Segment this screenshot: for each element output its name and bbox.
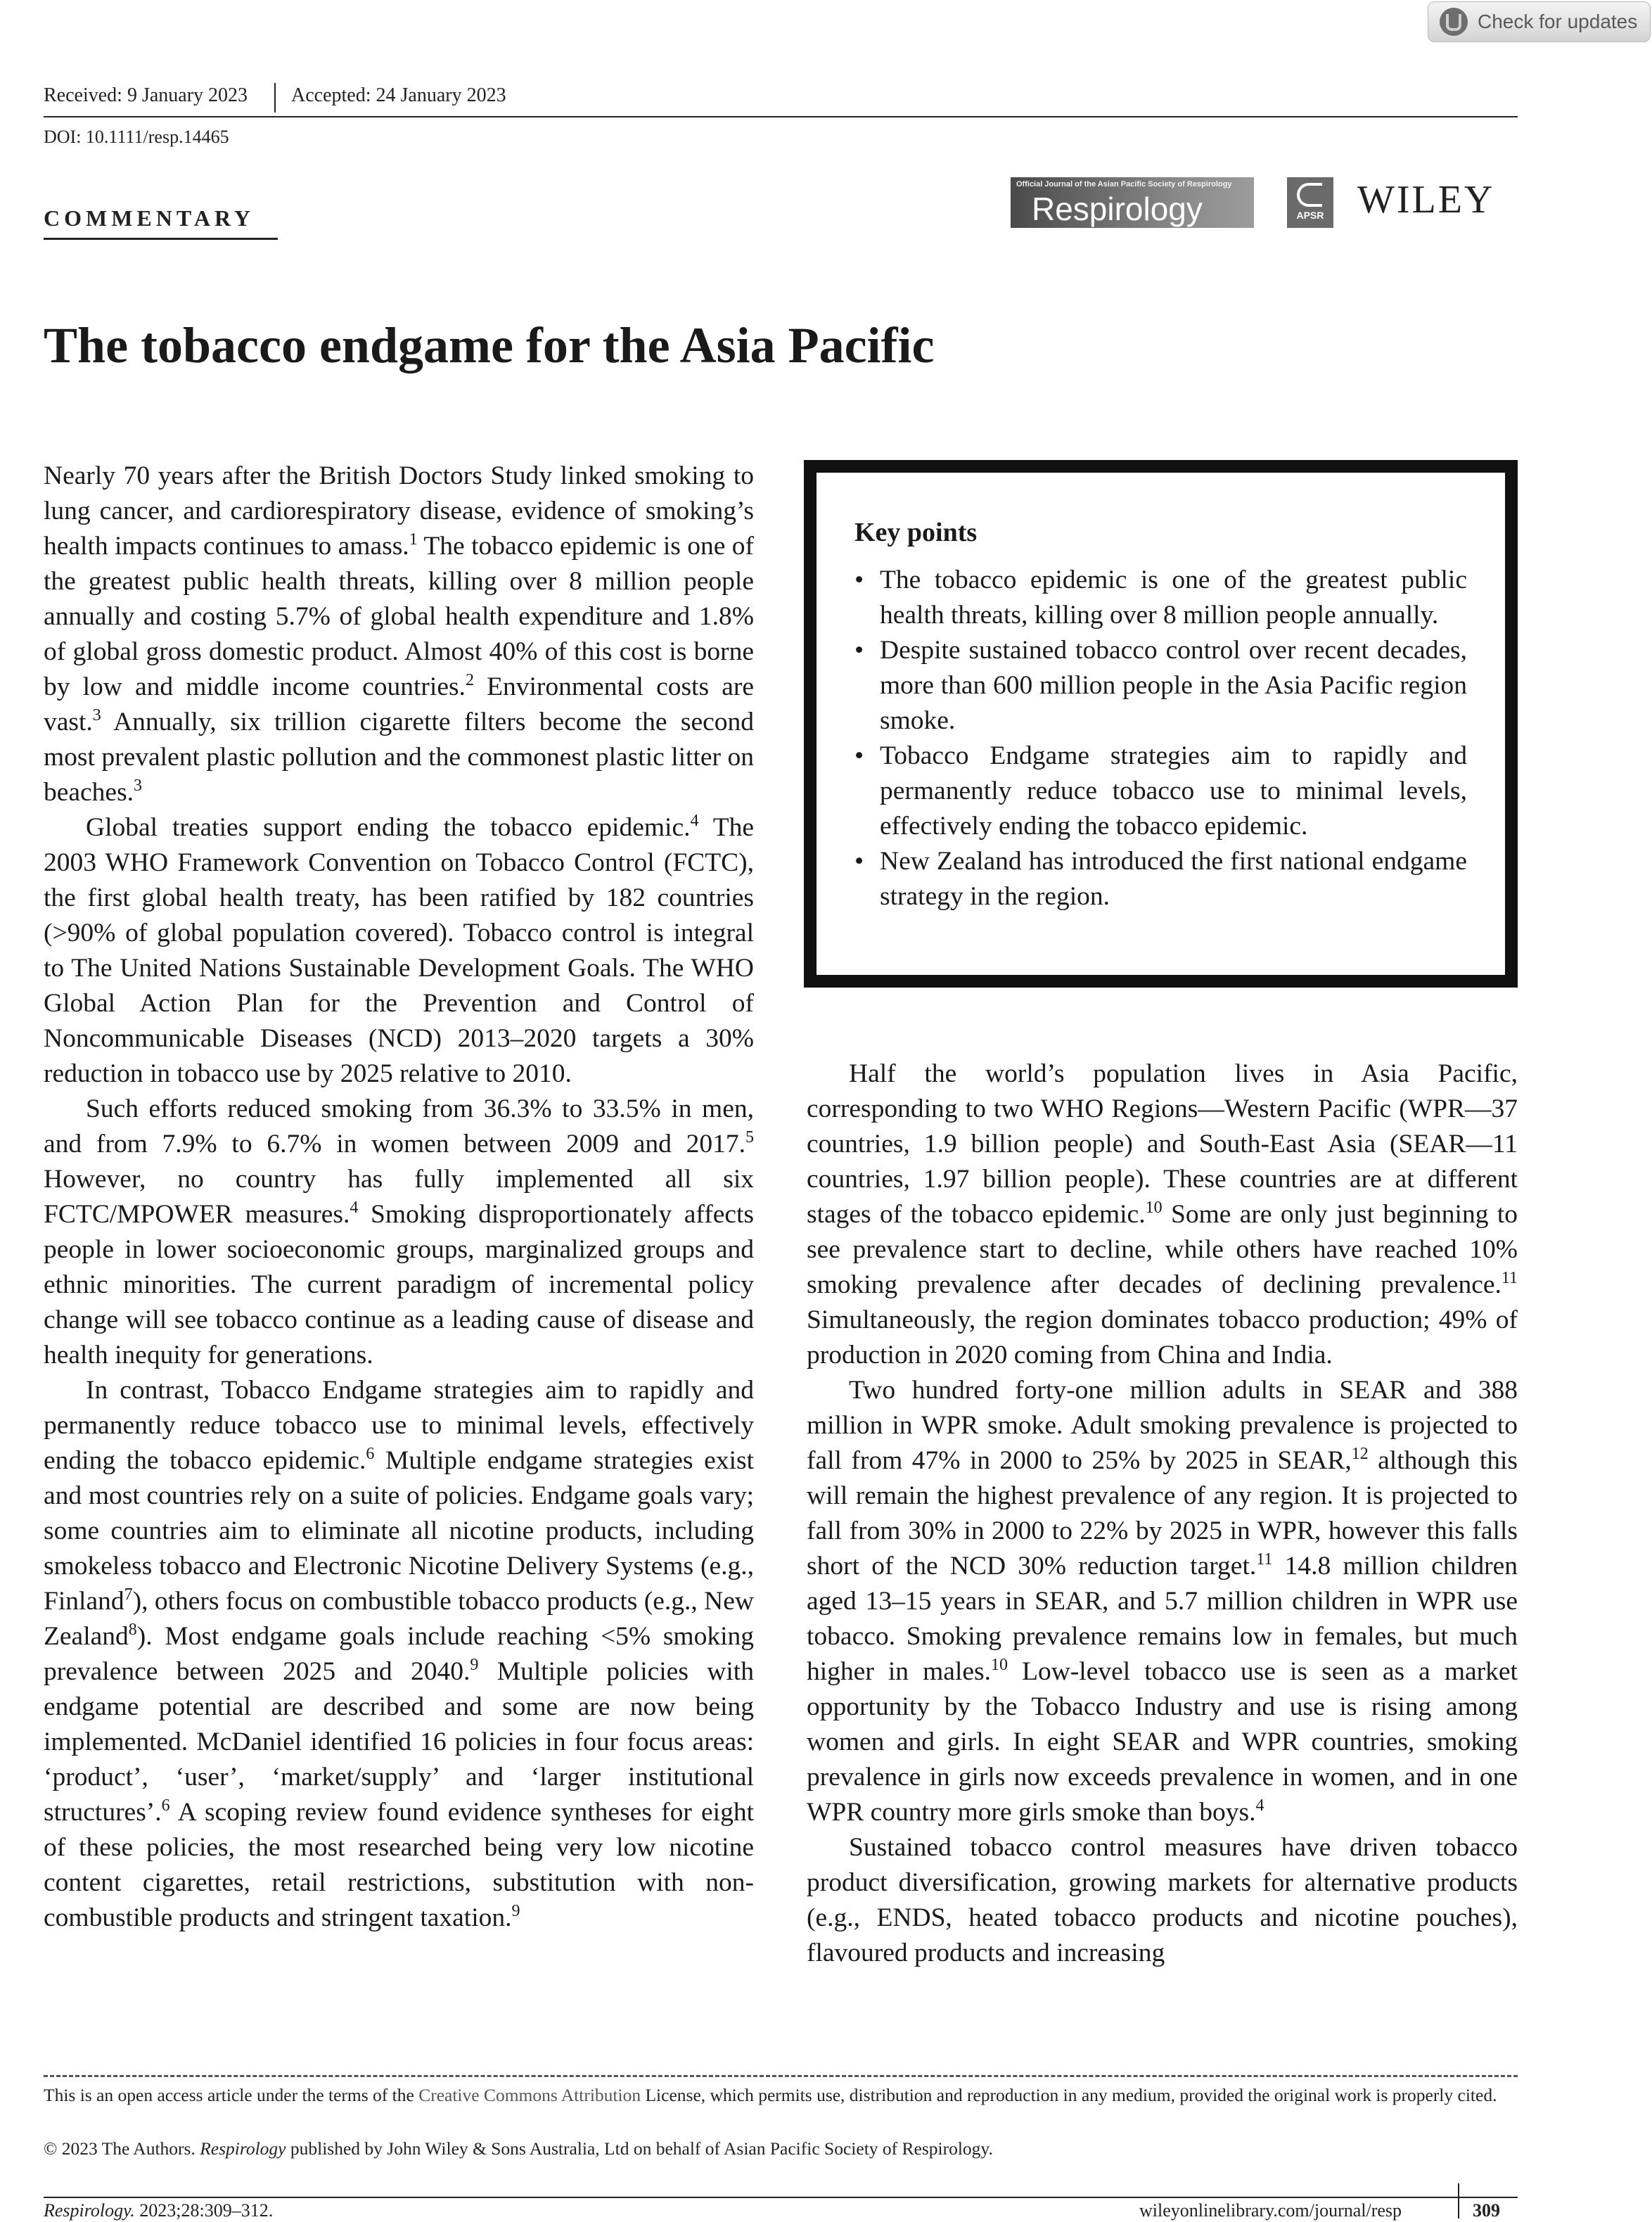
text-run: Multiple endgame strategies exist and most countries rely on a suite of policies. Endgame goals vary; some countries aim to eliminate all nicotine products, including smokeless tobacco and Electronic Nicotine Delivery Systems (e.g., Finland: [44, 1446, 754, 1616]
paragraph: [44, 1373, 754, 1936]
copyright-journal: Respirology: [200, 2138, 286, 2159]
header-rule: [44, 116, 1518, 117]
license-statement: [44, 2083, 1518, 2107]
article-title: The tobacco endgame for the Asia Pacific: [44, 317, 935, 373]
paragraph: [807, 1373, 1518, 1830]
key-point-item: • New Zealand has introduced the first national endgame strategy in the region.: [854, 844, 1467, 914]
text-run: In contrast, Tobacco Endgame strategies aim to rapidly and permanently reduce tobacco use to minimal levels, effectively ending the tobacco epidemic.: [44, 1376, 754, 1475]
key-points-heading: Key points: [854, 518, 978, 547]
journal-tagline: Official Journal of the Asian Pacific Society of Respirology: [1016, 180, 1232, 189]
update-badge-icon: [1440, 8, 1468, 36]
journal-logo: [1011, 177, 1254, 228]
text-run: Sustained tobacco control measures have driven tobacco product diversification, growing markets for alternative products (e.g., ENDS, heated tobacco products and nicotine pouches), flavoured products and increasing: [807, 1833, 1518, 1967]
key-points-box: [804, 460, 1518, 988]
reference-number: 6: [161, 1796, 170, 1815]
text-run: ). Most endgame goals include reaching <5% smoking prevalence between 2025 and 2040.: [44, 1622, 754, 1686]
reference-number: 8: [128, 1621, 137, 1639]
reference-number: 11: [1501, 1269, 1518, 1287]
copyright-statement: [44, 2137, 1518, 2161]
reference-number: 5: [745, 1128, 754, 1147]
license-text-end: License, which permits use, distribution and reproduction in any medium, provided the original work is properly cited.: [641, 2085, 1497, 2105]
text-run: However, no country has fully implemented all six FCTC/MPOWER measures.: [44, 1165, 754, 1229]
reference-number: 10: [1145, 1199, 1163, 1217]
doi: DOI: 10.1111/resp.14465: [44, 127, 229, 147]
text-run: Such efforts reduced smoking from 36.3% to 33.5% in men, and from 7.9% to 6.7% in women between 2009 and 2017.: [44, 1094, 754, 1158]
citation-journal: Respirology.: [44, 2200, 135, 2221]
text-run: Some are only just beginning to see prevalence start to decline, while others have reached 10% smoking prevalence after decades of declining prevalence.: [807, 1200, 1518, 1299]
check-for-updates-label: Check for updates: [1478, 11, 1638, 32]
journal-url[interactable]: wileyonlinelibrary.com/journal/resp: [1139, 2200, 1402, 2221]
text-run: The tobacco epidemic is one of the greatest public health threats, killing over 8 million people annually and costing 5.7% of global health expenditure and 1.8% of global gross domestic product. Almost 40% of this cost is borne by low and middle income countries.: [44, 532, 755, 701]
text-run: 14.8 million children aged 13–15 years in SEAR, and 5.7 million children in WPR use tobacco. Smoking prevalence remains low in females, but much higher in males.: [807, 1552, 1518, 1686]
bottom-rule: [44, 2197, 1518, 2198]
left-column: [44, 459, 754, 1936]
key-points-list: [854, 563, 1467, 914]
text-run: A scoping review found evidence syntheses for eight of these policies, the most researched being very low nicotine content cigarettes, retail restrictions, substitution with non-combustible products and stringent taxation.: [44, 1798, 754, 1932]
text-run: Nearly 70 years after the British Doctors Study linked smoking to lung cancer, and cardiorespiratory disease, evidence of smoking’s health impacts continues to amass.: [44, 461, 754, 561]
reference-number: 6: [366, 1445, 375, 1463]
accepted-date: Accepted: 24 January 2023: [291, 84, 506, 106]
reference-number: 4: [1255, 1796, 1264, 1815]
text-run: Global treaties support ending the tobacco epidemic.: [86, 813, 691, 842]
received-date: Received: 9 January 2023: [44, 84, 248, 106]
meta-divider: [274, 83, 276, 113]
text-run: Smoking disproportionately affects people in lower socioeconomic groups, marginalized groups and ethnic minorities. The current paradigm of incremental policy change will see tobacco continue as a leading cause of disease and health inequity for generations.: [44, 1200, 755, 1369]
reference-number: 12: [1351, 1445, 1369, 1463]
copyright-text-end: published by John Wiley & Sons Australia, Ltd on behalf of Asian Pacific Society of Respirology.: [286, 2138, 993, 2159]
text-run: Annually, six trillion cigarette filters become the second most prevalent plastic pollution and the commonest plastic litter on beaches.: [44, 708, 754, 807]
publisher-logo: WILEY: [1357, 178, 1495, 222]
section-label: COMMENTARY: [44, 205, 255, 231]
text-run: Multiple policies with endgame potential are described and some are now being implemented. McDaniel identified 16 policies in four focus areas: ‘product’, ‘user’, ‘market/supply’ and ‘larger institutional structures’.: [44, 1657, 754, 1827]
text-run: Environmental costs are vast.: [44, 672, 754, 736]
journal-name: Respirology: [1032, 191, 1203, 227]
paragraph: [44, 459, 754, 810]
reference-number: 10: [990, 1656, 1008, 1674]
reference-number: 4: [690, 812, 699, 830]
key-point-item: • The tobacco epidemic is one of the greatest public health threats, killing over 8 million people annually.: [854, 563, 1467, 633]
reference-number: 2: [465, 671, 474, 689]
check-for-updates-button[interactable]: [1428, 1, 1651, 42]
key-point-item: • Despite sustained tobacco control over recent decades, more than 600 million people in the Asia Pacific region smoke.: [854, 633, 1467, 739]
footer-divider: [44, 2075, 1518, 2077]
page-number: 309: [1473, 2200, 1500, 2221]
text-run: The 2003 WHO Framework Convention on Tobacco Control (FCTC), the first global health treaty, has been ratified by 182 countries (>90% of global population covered). Tobacco control is integral to The United Nations Sustainable Development Goals. The WHO Global Action Plan for the Prevention and Control of Noncommunicable Diseases (NCD) 2013–2020 targets a 30% reduction in tobacco use by 2025 relative to 2010.: [44, 813, 755, 1088]
text-run: although this will remain the highest prevalence of any region. It is projected to fall from 30% in 2000 to 22% by 2025 in WPR, however this falls short of the NCD 30% reduction target.: [807, 1446, 1518, 1581]
paragraph: [44, 1092, 754, 1373]
reference-number: 11: [1256, 1550, 1273, 1569]
paragraph: [44, 810, 754, 1092]
apsr-logo-text: APSR: [1296, 210, 1324, 221]
paragraph: [807, 1830, 1518, 1971]
reference-number: 3: [92, 706, 101, 724]
apsr-logo-icon: [1287, 177, 1333, 228]
key-point-item: • Tobacco Endgame strategies aim to rapidly and permanently reduce tobacco use to minimal levels, effectively ending the tobacco epidemic.: [854, 739, 1467, 844]
section-underline: [44, 238, 278, 240]
text-run: Simultaneously, the region dominates tobacco production; 49% of production in 2020 coming from China and India.: [807, 1305, 1518, 1369]
reference-number: 4: [350, 1199, 359, 1217]
reference-number: 1: [409, 530, 418, 549]
page-number-divider: [1458, 2183, 1459, 2218]
reference-number: 3: [134, 777, 143, 795]
citation-details: 2023;28:309–312.: [134, 2200, 274, 2221]
text-run: Half the world’s population lives in Asia Pacific, corresponding to two WHO Regions—Western Pacific (WPR—37 countries, 1.9 billion people) and South-East Asia (SEAR—11 countries, 1.97 billion people). These countries are at different stages of the tobacco epidemic.: [807, 1059, 1518, 1229]
reference-number: 7: [124, 1585, 133, 1604]
reference-number: 9: [470, 1656, 479, 1674]
text-run: ), others focus on combustible tobacco products (e.g., New Zealand: [44, 1587, 754, 1651]
paragraph: [807, 1056, 1518, 1373]
reference-number: 9: [511, 1902, 520, 1920]
copyright-text: © 2023 The Authors.: [44, 2138, 200, 2159]
license-link[interactable]: Creative Commons Attribution: [418, 2085, 641, 2105]
license-text: This is an open access article under the terms of the: [44, 2085, 419, 2105]
right-column: [807, 1056, 1518, 1971]
citation: [44, 2200, 273, 2221]
text-run: Two hundred forty-one million adults in SEAR and 388 million in WPR smoke. Adult smoking prevalence is projected to fall from 47% in 2000 to 25% by 2025 in SEAR,: [807, 1376, 1518, 1475]
text-run: Low-level tobacco use is seen as a market opportunity by the Tobacco Industry and use is rising among women and girls. In eight SEAR and WPR countries, smoking prevalence in girls now exceeds prevalence in women, and in one WPR country more girls smoke than boys.: [807, 1657, 1518, 1827]
